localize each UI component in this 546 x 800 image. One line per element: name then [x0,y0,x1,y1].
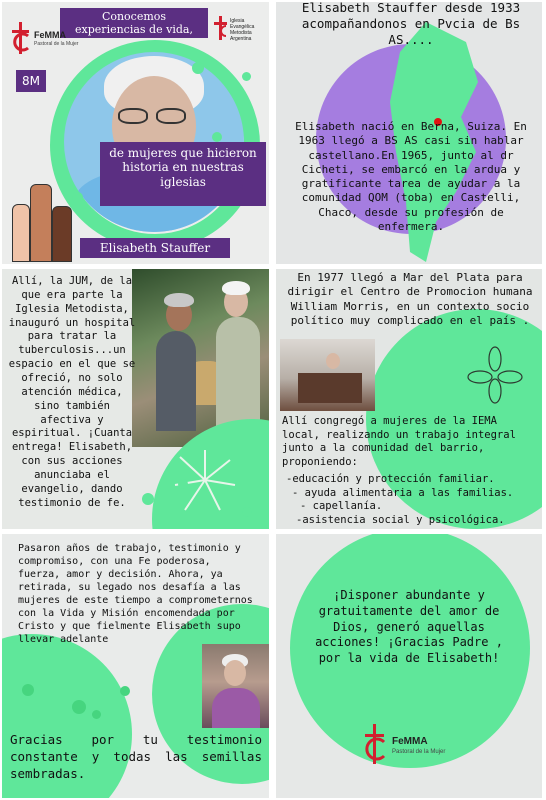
panel-origin [276,2,542,264]
intro-title-line2: experiencias de vida, [75,23,193,37]
iema-logo [214,16,268,56]
panel-legacy [2,534,269,798]
intro-subtitle: de mujeres que hicieron historia en nuestras iglesias [100,142,266,206]
intro-title-box [60,8,208,38]
mdp-list-item: -educación y protección familiar. [286,473,495,485]
panel-hospital [2,269,269,529]
femma-brand: FeMMA [34,30,66,40]
mdp-middle: Allí congregó a mujeres de la IEMA local, realizando un trabajo integral junto a la comunidad del barrio, proponiendo: [282,415,516,468]
femma-sub: Pastoral de la Mujer [34,41,79,47]
iema-cross-icon [214,16,228,40]
femma-sub: Pastoral de la Mujer [392,749,446,755]
mdp-list-item: -asistencia social y psicológica. [296,513,505,526]
hospital-body: Allí, la JUM, de la que era parte la Iglesia Metodista, inauguró un hospital para tratar la tuberculosis...un espacio en el que se ofreció, no solo atención médica, sino también afectiva y espiritual. ¡Cuanta entrega! Elisabeth, con sus acciones anunciaba el evangelio, dando testimonio de fe. [8,275,136,509]
mdp-list-item: - capellanía. [300,500,383,513]
femma-logo [10,22,79,62]
mdp-list-item: - ayuda alimentaria a las familias. [292,486,514,499]
mdp-list [286,473,536,528]
office-photo [280,339,375,411]
legacy-closing: Gracias por tu testimonio constante y todas las semillas sembradas. [10,732,262,781]
badge-8m: 8M [16,70,46,92]
raised-fists-illustration [8,182,78,262]
flower-outline-icon [460,339,530,409]
mdp-top: En 1977 llegó a Mar del Plata para dirigir el Centro de Promocion humana William Morris, en un contexto socio político muy complicado en el país . [287,271,533,327]
panel-mar-del-plata [276,269,542,529]
intro-name: Elisabeth Stauffer [80,238,230,258]
intro-title-line1: Conocemos [101,10,167,23]
panel-thanks [276,534,542,798]
panel-intro [2,2,269,264]
thanks-body: ¡Disponer abundante y gratuitamente del amor de Dios, generó aquellas acciones! ¡Gracias Padre , por la vida de Elisabeth! [315,588,503,666]
church-name: Iglesia Evangélica Metodista Argentina [230,18,255,42]
femma-cross-icon [10,22,32,54]
origin-body: Elisabeth nació en Berna, Suiza. En 1963 llegó a BS AS casi sin hablar castellano.En 1965, junto al dr Cicheti, se embarcó en la ardua y gratificante tarea de ayudar a la comunidad QOM (toba) en Castelli, Chaco, desde su profesión de enfermera. [295,120,527,234]
femma-brand: FeMMA [392,736,428,747]
elisabeth-recent-photo [202,644,269,728]
origin-heading: Elisabeth Stauffer desde 1933 acompañandonos en Pvcia de Bs AS.... [301,2,521,47]
femma-logo [362,724,462,774]
femma-cross-icon [362,724,388,764]
legacy-body: Pasaron años de trabajo, testimonio y compromiso, con una Fe poderosa, fuerza, amor y decisión. Ahora, ya retirada, su legado nos desafía a las mujeres de este tiempo a comprometernos con la Vida y Misión encomendada por Cristo y que fielmente Elisabeth supo llevar adelante [18,543,253,645]
